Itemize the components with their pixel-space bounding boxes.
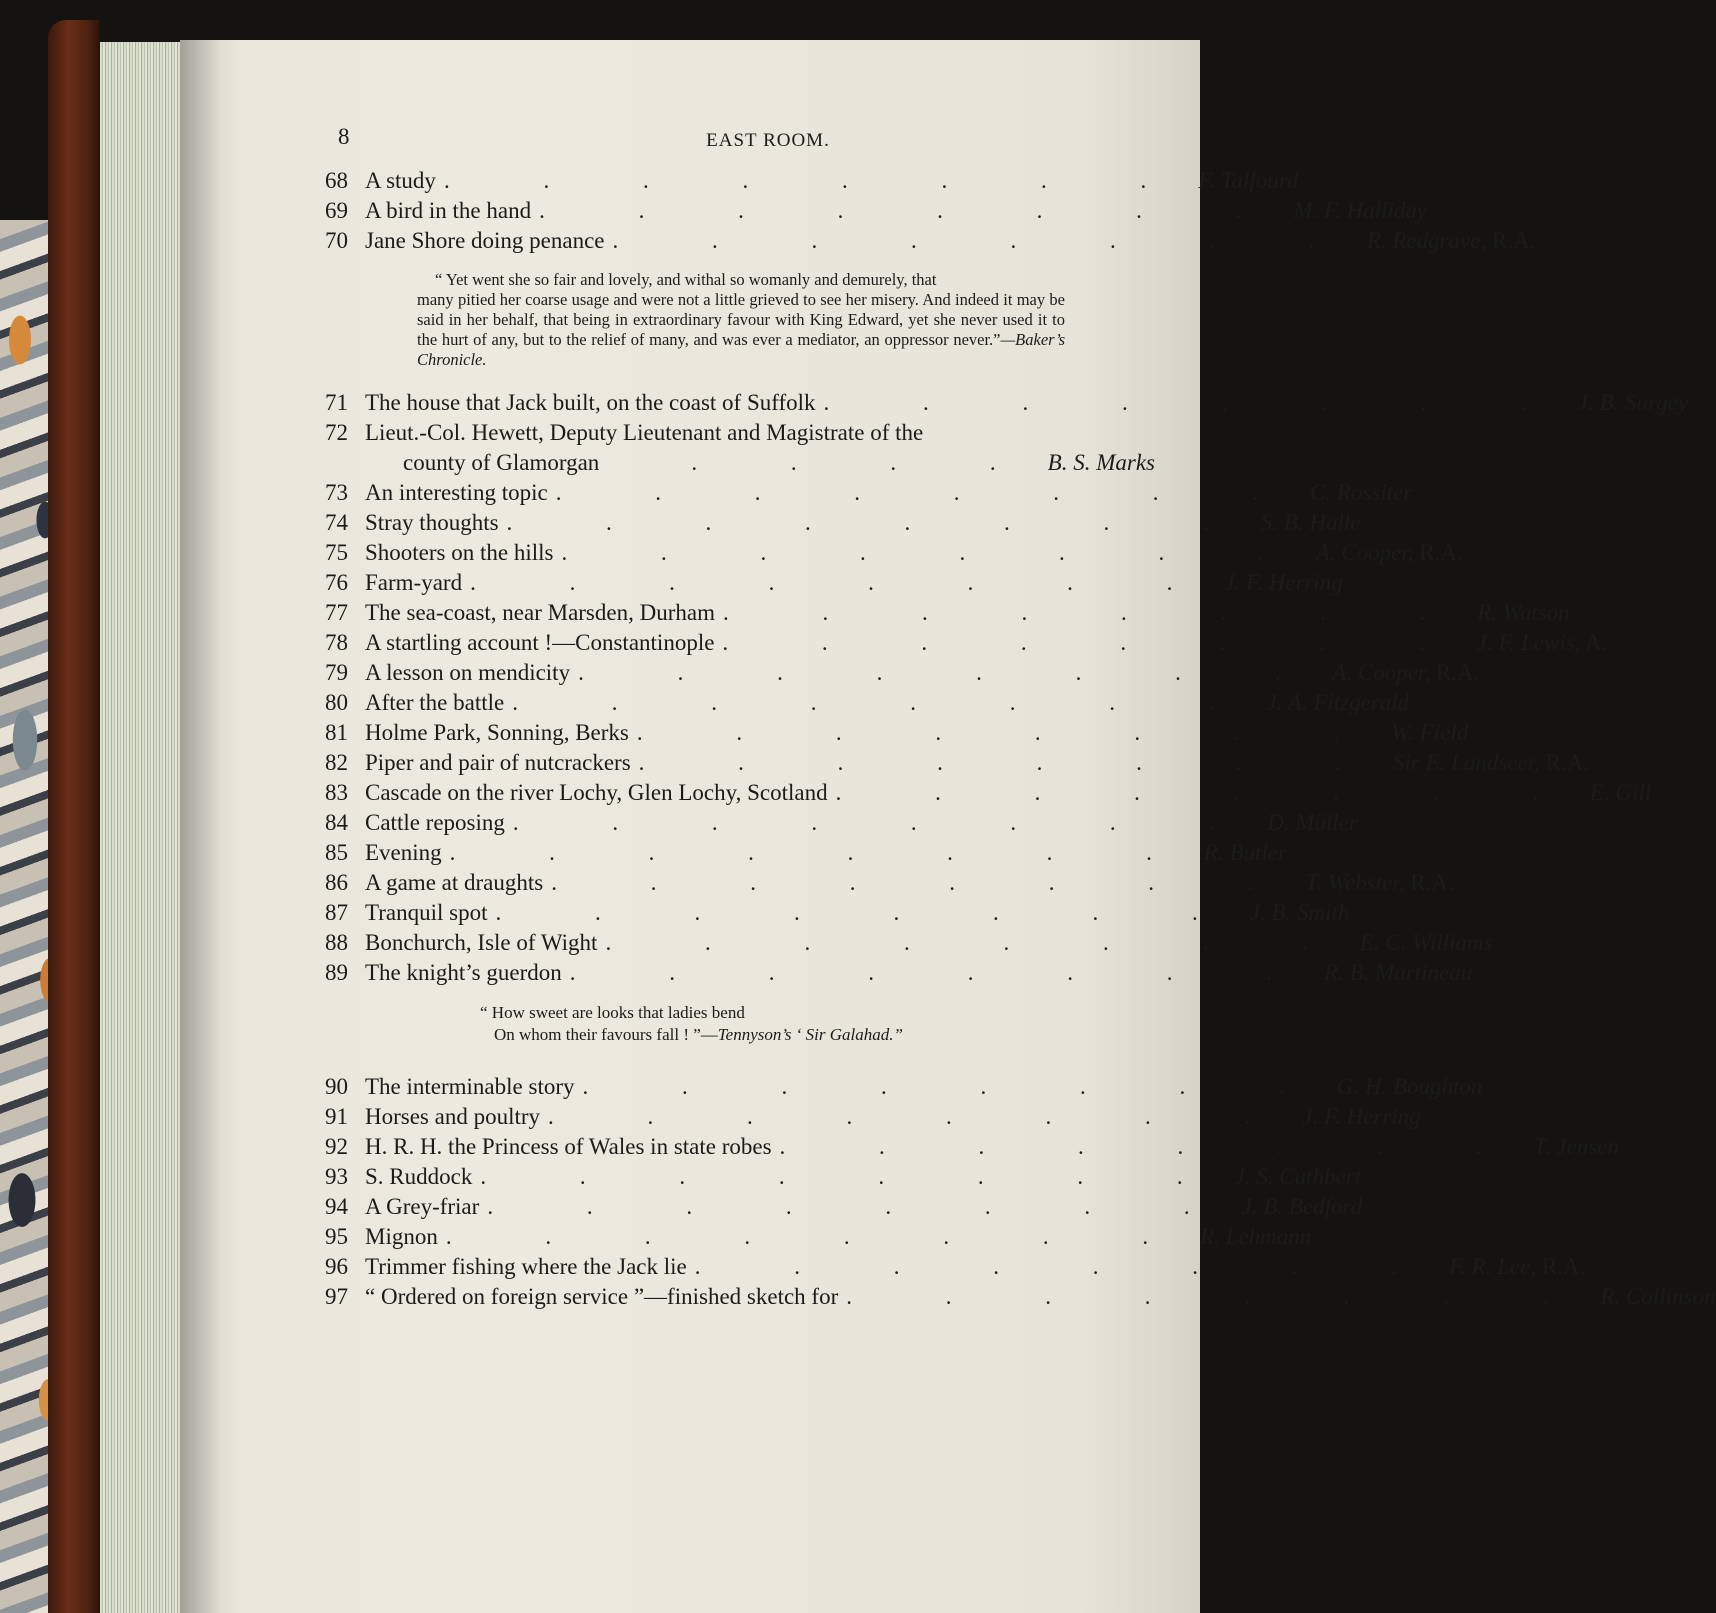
leader-dots: . . . . . . . . (480, 1164, 1227, 1189)
leader-dots: . . . . . . . . (445, 1224, 1193, 1249)
entry-title: An interesting topic (365, 480, 548, 505)
leader-dots: . . . . . . . . (823, 390, 1570, 415)
leader-dots: . . . . . . . . (846, 1284, 1593, 1309)
artist-name: F. R. Lee, (1448, 1254, 1537, 1279)
catalogue-entry (325, 958, 1473, 988)
artist-name: J. F. Herring (1224, 570, 1343, 595)
leader-dots: . . . . . . . . (694, 1254, 1441, 1279)
verse-line-1: “ How sweet are looks that ladies bend (480, 1003, 745, 1022)
artist-name: E. C. Williams (1359, 930, 1493, 955)
entry-title: county of Glamorgan (403, 450, 600, 475)
artist-name: A. Cooper, (1332, 660, 1431, 685)
entry-title: The knight’s guerdon (365, 960, 562, 985)
leader-dots: . . . . . . . . (605, 930, 1352, 955)
entry-number: 87 (325, 900, 348, 925)
entry-number: 94 (325, 1194, 348, 1219)
page-edges (100, 42, 180, 1613)
entry-artist (1590, 778, 1651, 808)
entry-number: 69 (325, 198, 348, 223)
entry-title: Cattle reposing (365, 810, 505, 835)
entry-artist (1477, 628, 1608, 658)
catalogue-entry (325, 1162, 1362, 1192)
leader-dots: . . . . . . . . (578, 660, 1325, 685)
catalogue-entry (325, 928, 1493, 958)
entry-title: The interminable story (365, 1074, 575, 1099)
artist-name: J. F. Lewis, (1476, 630, 1581, 655)
entry-artist (1267, 808, 1358, 838)
catalogue-entry (325, 478, 1413, 508)
catalogue-entry (325, 1102, 1421, 1132)
entry-artist (1578, 388, 1688, 418)
entry-number: 95 (325, 1224, 348, 1249)
entry-title: Bonchurch, Isle of Wight (365, 930, 598, 955)
leader-dots: . . . . . . . . (495, 900, 1242, 925)
entry-list (325, 166, 1716, 1312)
quote-body: many pitied her coarse usage and were not a little grieved to see her misery. And indeed it may be said in her behalf, that being in extraordinary favour with King Edward, yet she never used it to the hurt of any, but to the relief of many, and was ever a mediator, an oppressor never.” (417, 290, 1065, 349)
catalogue-entry (325, 658, 1480, 688)
catalogue-entry (325, 1132, 1619, 1162)
entry-title: Piper and pair of nutcrackers (365, 750, 631, 775)
entry-artist (1477, 598, 1569, 628)
entry-title: A bird in the hand (365, 198, 532, 223)
catalogue-entry (325, 748, 1590, 778)
catalogue-entry (325, 1282, 1716, 1312)
catalogue-entry (325, 418, 1155, 448)
entry-title: A study (365, 168, 436, 193)
leader-dots: . . . . . . . . (561, 540, 1308, 565)
catalogue-entry (325, 388, 1689, 418)
catalogue-entry (325, 508, 1361, 538)
catalogue-entry (325, 628, 1608, 658)
catalogue-entry (325, 808, 1358, 838)
entry-title: Holme Park, Sonning, Berks (365, 720, 629, 745)
entry-title: Trimmer fishing where the Jack lie (365, 1254, 687, 1279)
entry-title: Jane Shore doing penance (365, 228, 605, 253)
entry-number: 82 (325, 750, 348, 775)
entry-title: “ Ordered on foreign service ”—finished sketch for (365, 1284, 839, 1309)
catalogue-entry (325, 196, 1428, 226)
entry-artist (1266, 688, 1409, 718)
leader-dots: . . . . . . . . (582, 1074, 1329, 1099)
entry-artist (1316, 538, 1463, 568)
entry-title: Tranquil spot (365, 900, 488, 925)
entry-artist (1600, 1282, 1715, 1312)
artist-name: J. A. Fitzgerald (1266, 690, 1410, 715)
artist-suffix: R.A. (1486, 228, 1536, 253)
entry-72-continuation (325, 448, 1155, 478)
entry-artist (1224, 568, 1342, 598)
artist-suffix: A. (1580, 630, 1608, 655)
entry-number: 77 (325, 600, 348, 625)
artist-name: R. Collinson (1600, 1284, 1716, 1309)
entry-title: S. Ruddock (365, 1164, 473, 1189)
entry-title: Farm-yard (365, 570, 463, 595)
artist-name: Sir E. Landseer, (1392, 750, 1540, 775)
entry-title: The sea-coast, near Marsden, Durham (365, 600, 715, 625)
entry-number: 96 (325, 1254, 348, 1279)
leader-dots: . . . . . . . . (636, 720, 1384, 745)
entry-number: 97 (325, 1284, 348, 1309)
artist-name: R. Butler (1203, 840, 1287, 865)
artist-name: J. F. Herring (1302, 1104, 1421, 1129)
entry-artist (1204, 838, 1287, 868)
entry-artist (1449, 1252, 1585, 1282)
artist-name: C. Rossiter (1309, 480, 1413, 505)
entry-artist (1391, 718, 1468, 748)
running-header (338, 124, 1198, 164)
catalogue-entry (325, 538, 1463, 568)
leader-dots: . . . . . . . . (612, 228, 1359, 253)
artist-name: F. Talfourd (1198, 168, 1299, 193)
entry-number: 89 (325, 960, 348, 985)
catalogue-entry (325, 718, 1469, 748)
leader-dots: . . . . . . . . (551, 870, 1298, 895)
catalogue-entry (325, 598, 1570, 628)
leader-dots: . . . . . . . . (722, 630, 1469, 655)
entry-artist (1235, 1162, 1362, 1192)
leader-dots: . . . . . . . . (548, 1104, 1295, 1129)
entry-artist (1261, 508, 1361, 538)
catalogue-entry (325, 568, 1343, 598)
entry-title: Horses and poultry (365, 1104, 541, 1129)
entry-artist (1393, 748, 1589, 778)
entry-title: Stray thoughts (365, 510, 499, 535)
catalogue-entry (325, 1072, 1483, 1102)
artist-name: R. Watson (1477, 600, 1570, 625)
entry-title: A startling account !—Constantinople (365, 630, 715, 655)
artist-name: M. F. Halliday (1293, 198, 1428, 223)
entry-number: 68 (325, 168, 348, 193)
entry-title: A game at draughts (365, 870, 544, 895)
leader-dots: . . . . . . . . (539, 198, 1286, 223)
entry-number: 79 (325, 660, 348, 685)
entry-artist (1337, 1072, 1483, 1102)
artist-name: R. Lehmann (1200, 1224, 1312, 1249)
artist-name: R. B. Martineau (1324, 960, 1473, 985)
entries-group-b (325, 388, 1689, 448)
catalogue-page (180, 40, 1716, 1613)
catalogue-entry (325, 838, 1287, 868)
entry-number: 86 (325, 870, 348, 895)
page-number: 8 (338, 124, 350, 149)
verse-line-2-text: On whom their favours fall ! ”— (494, 1025, 718, 1044)
entry-title: Lieut.-Col. Hewett, Deputy Lieutenant and Magistrate of the (365, 420, 924, 445)
leader-dots: . . . . . . . . (835, 780, 1582, 805)
leader-dots: . . . . . . . . (569, 960, 1316, 985)
entry-artist (1310, 478, 1412, 508)
entry-artist (1302, 1102, 1420, 1132)
verse-line-2 (480, 1024, 1155, 1046)
artist-name: S. B. Halle (1260, 510, 1361, 535)
quote-bakers-chronicle (325, 270, 1155, 370)
leader-dots: . . . . . . . . (512, 690, 1259, 715)
entry-number: 72 (325, 420, 348, 445)
entry-number: 91 (325, 1104, 348, 1129)
entry-artist (1367, 226, 1536, 256)
leader-dots: . . . . . . . . (506, 510, 1253, 535)
running-title: EAST ROOM. (706, 130, 830, 151)
entry-number: 80 (325, 690, 348, 715)
entries-group-c (325, 478, 1652, 988)
entry-artist: B. S. Marks (1047, 450, 1155, 475)
entry-number: 85 (325, 840, 348, 865)
verse-source: Tennyson’s ‘ Sir Galahad.” (717, 1025, 903, 1044)
leader-dots: . . . . (691, 450, 1040, 475)
artist-name: W. Field (1391, 720, 1469, 745)
entry-artist (1534, 1132, 1619, 1162)
entry-number: 84 (325, 810, 348, 835)
quote-tennyson (325, 1002, 1155, 1046)
artist-name: J. B. Surgey (1577, 390, 1689, 415)
catalogue-entry (325, 868, 1454, 898)
book-cover-edge (48, 20, 100, 1613)
entry-title: A lesson on mendicity (365, 660, 571, 685)
entry-artist (1293, 196, 1427, 226)
leader-dots: . . . . . . . . (779, 1134, 1526, 1159)
entry-artist (1250, 898, 1350, 928)
entry-title: A Grey-friar (365, 1194, 480, 1219)
entry-number: 70 (325, 228, 348, 253)
leader-dots: . . . . . . . . (722, 600, 1470, 625)
catalogue-entry (325, 226, 1536, 256)
entry-number: 78 (325, 630, 348, 655)
entries-group-a (325, 166, 1536, 256)
catalogue-entry (325, 778, 1652, 808)
entry-title: After the battle (365, 690, 505, 715)
entry-artist (1242, 1192, 1363, 1222)
quote-source: —Baker’s Chronicle. (417, 330, 1065, 369)
artist-suffix: R.A. (1404, 870, 1454, 895)
artist-name: A. Cooper, (1315, 540, 1414, 565)
entry-artist (1305, 868, 1453, 898)
leader-dots: . . . . . . . . (470, 570, 1217, 595)
entry-number: 93 (325, 1164, 348, 1189)
entry-artist (1324, 958, 1472, 988)
artist-name: J. B. Smith (1249, 900, 1350, 925)
artist-suffix: R.A. (1430, 660, 1480, 685)
entry-title: Cascade on the river Lochy, Glen Lochy, Scotland (365, 780, 828, 805)
artist-name: J. S. Cuthbert (1234, 1164, 1362, 1189)
entry-title: Shooters on the hills (365, 540, 554, 565)
artist-name: D. Müller (1267, 810, 1358, 835)
catalogue-entry (325, 1252, 1586, 1282)
catalogue-entry (325, 1222, 1312, 1252)
entry-number: 74 (325, 510, 348, 535)
entry-number: 75 (325, 540, 348, 565)
entry-artist (1198, 166, 1298, 196)
catalogue-entry (325, 688, 1410, 718)
artist-name: R. Redgrave, (1366, 228, 1487, 253)
catalogue-entry (325, 898, 1350, 928)
entry-title: The house that Jack built, on the coast of Suffolk (365, 390, 816, 415)
artist-name: E. Gill (1589, 780, 1652, 805)
catalogue-entry (325, 166, 1299, 196)
leader-dots: . . . . . . . . (443, 168, 1191, 193)
entry-number: 88 (325, 930, 348, 955)
artist-suffix: R.A. (1536, 1254, 1586, 1279)
entry-artist (1200, 1222, 1311, 1252)
entry-title: H. R. H. the Princess of Wales in state robes (365, 1134, 772, 1159)
entry-artist (1360, 928, 1493, 958)
entry-number: 81 (325, 720, 348, 745)
entry-artist (1332, 658, 1479, 688)
leader-dots: . . . . . . . . (449, 840, 1196, 865)
leader-dots: . . . . . . . . (512, 810, 1260, 835)
leader-dots: . . . . . . . . (638, 750, 1385, 775)
entry-number: 92 (325, 1134, 348, 1159)
entries-group-d (325, 1072, 1716, 1312)
entry-title: Evening (365, 840, 442, 865)
gutter-shadow (180, 40, 220, 1613)
artist-suffix: R.A. (1539, 750, 1590, 775)
leader-dots: . . . . . . . . (487, 1194, 1234, 1219)
entry-number: 71 (325, 390, 348, 415)
entry-number: 83 (325, 780, 348, 805)
artist-suffix: R.A. (1413, 540, 1463, 565)
artist-name: T. Jensen (1533, 1134, 1619, 1159)
leader-dots: . . . . . . . . (555, 480, 1302, 505)
quote-lead-line: “ Yet went she so fair and lovely, and withal so womanly and demurely, that (435, 270, 937, 289)
artist-name: T. Webster, (1305, 870, 1405, 895)
catalogue-entry (325, 1192, 1363, 1222)
entry-number: 76 (325, 570, 348, 595)
entry-title: Mignon (365, 1224, 438, 1249)
entry-number: 73 (325, 480, 348, 505)
artist-name: G. H. Boughton (1336, 1074, 1483, 1099)
entry-number: 90 (325, 1074, 348, 1099)
artist-name: J. B. Bedford (1241, 1194, 1363, 1219)
